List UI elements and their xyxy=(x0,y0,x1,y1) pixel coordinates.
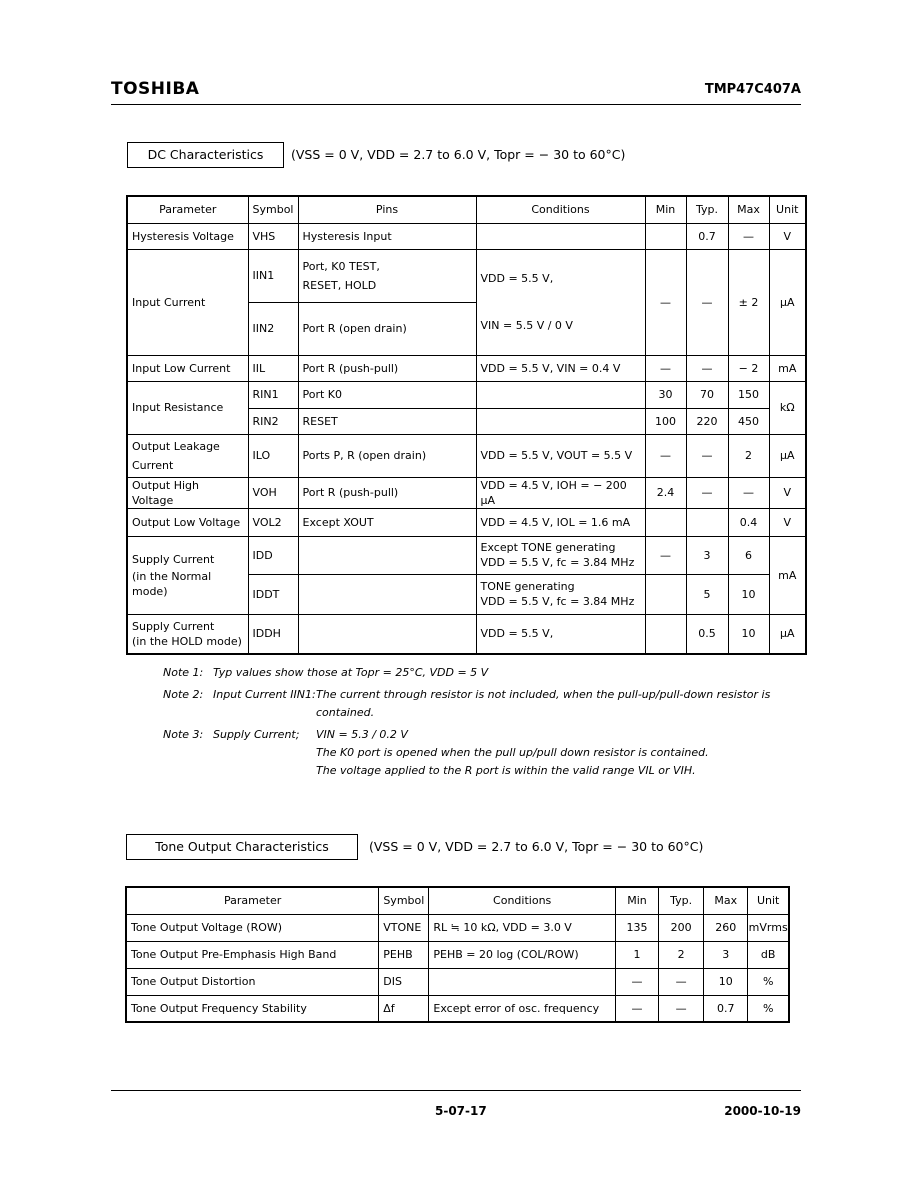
typ-cell: 220 xyxy=(686,408,728,434)
cond-cell xyxy=(476,381,645,408)
max-cell: 150 xyxy=(728,381,769,408)
min-cell: 100 xyxy=(645,408,686,434)
min-cell xyxy=(645,508,686,536)
param-cell xyxy=(127,536,248,614)
note-3-label: Note 3: xyxy=(163,728,204,741)
pins-cell: RESET xyxy=(298,408,476,434)
typ-cell: 5 xyxy=(686,574,728,614)
note-2-label: Note 2: xyxy=(163,688,204,701)
typ-cell: 70 xyxy=(686,381,728,408)
table-row xyxy=(127,434,806,477)
note-2-subject: Input Current IIN1: xyxy=(213,688,316,701)
min-cell xyxy=(645,574,686,614)
param-cell xyxy=(127,434,248,477)
pins-cell xyxy=(298,536,476,574)
max-cell: — xyxy=(728,223,769,249)
max-cell: 10 xyxy=(728,574,769,614)
max-cell: 10 xyxy=(728,614,769,654)
min-cell: 135 xyxy=(615,914,658,941)
max-cell: 2 xyxy=(728,434,769,477)
unit-cell: V xyxy=(769,223,806,249)
col-header: Parameter xyxy=(126,887,379,914)
unit-cell: mVrms xyxy=(748,914,789,941)
cond-cell xyxy=(476,536,645,574)
dc-characteristics-table xyxy=(126,195,807,655)
col-header: Max xyxy=(704,887,748,914)
typ-cell: — xyxy=(686,434,728,477)
unit-cell: kΩ xyxy=(769,381,806,434)
note-1-text: Typ values show those at Topr = 25°C, VDD = 5 V xyxy=(213,666,489,679)
note-3-text: VIN = 5.3 / 0.2 V xyxy=(316,728,408,741)
pins-cell xyxy=(298,249,476,302)
typ-cell xyxy=(686,508,728,536)
max-cell: − 2 xyxy=(728,355,769,381)
dc-section-title: DC Characteristics xyxy=(127,142,284,168)
cond-line: VDD = 5.5 V, fc = 3.84 MHz xyxy=(480,556,635,569)
param-line: Supply Current xyxy=(132,619,215,633)
table-row xyxy=(126,968,789,995)
param-line: Output Leakage xyxy=(132,439,220,453)
pins-cell: Port R (open drain) xyxy=(298,302,476,355)
min-cell xyxy=(645,614,686,654)
unit-cell: % xyxy=(748,968,789,995)
param-cell: Hysteresis Voltage xyxy=(127,223,248,249)
pins-cell: Ports P, R (open drain) xyxy=(298,434,476,477)
cond-cell: RL ≒ 10 kΩ, VDD = 3.0 V xyxy=(429,914,616,941)
param-line: Current xyxy=(132,458,174,472)
pins-cell: Port K0 xyxy=(298,381,476,408)
col-header: Symbol xyxy=(379,887,429,914)
max-cell: ± 2 xyxy=(728,249,769,355)
max-cell: 0.4 xyxy=(728,508,769,536)
note-3-subject: Supply Current; xyxy=(213,728,300,741)
symbol-cell: Δf xyxy=(379,995,429,1022)
page-number: 5-07-17 xyxy=(435,1104,487,1118)
pins-cell: Port R (push-pull) xyxy=(298,355,476,381)
pins-line: RESET, HOLD xyxy=(302,278,377,292)
cond-cell xyxy=(476,249,645,355)
unit-cell: % xyxy=(748,995,789,1022)
symbol-cell: PEHB xyxy=(379,941,429,968)
symbol-cell: DIS xyxy=(379,968,429,995)
symbol-cell: VTONE xyxy=(379,914,429,941)
symbol-cell: ILO xyxy=(248,434,298,477)
col-header: Unit xyxy=(769,196,806,223)
typ-cell: — xyxy=(686,477,728,508)
min-cell: 30 xyxy=(645,381,686,408)
dc-conditions: (VSS = 0 V, VDD = 2.7 to 6.0 V, Topr = − 30 to 60°C) xyxy=(291,147,626,162)
symbol-cell: IDD xyxy=(248,536,298,574)
typ-cell: — xyxy=(659,995,704,1022)
table-row xyxy=(127,381,806,408)
unit-cell: V xyxy=(769,508,806,536)
typ-cell: 3 xyxy=(686,536,728,574)
param-cell: Output Low Voltage xyxy=(127,508,248,536)
param-cell: Output High Voltage xyxy=(127,477,248,508)
pins-cell: Except XOUT xyxy=(298,508,476,536)
typ-cell: — xyxy=(686,355,728,381)
col-header: Min xyxy=(615,887,658,914)
part-number: TMP47C407A xyxy=(704,82,801,97)
symbol-cell: IDDH xyxy=(248,614,298,654)
tone-section-title: Tone Output Characteristics xyxy=(126,834,358,860)
cond-line: TONE generating xyxy=(480,580,575,593)
col-header: Min xyxy=(645,196,686,223)
col-header: Max xyxy=(728,196,769,223)
max-cell: 3 xyxy=(704,941,748,968)
typ-cell: — xyxy=(659,968,704,995)
tone-header-row xyxy=(126,887,789,914)
min-cell: 1 xyxy=(615,941,658,968)
param-line: (in the Normal mode) xyxy=(132,569,212,598)
pins-line: Port, K0 TEST, xyxy=(302,259,380,273)
brand-logo: TOSHIBA xyxy=(111,79,200,99)
param-cell: Tone Output Pre-Emphasis High Band xyxy=(126,941,379,968)
max-cell: 6 xyxy=(728,536,769,574)
unit-cell: μA xyxy=(769,249,806,355)
param-cell: Input Current xyxy=(127,249,248,355)
max-cell: 450 xyxy=(728,408,769,434)
min-cell: — xyxy=(615,968,658,995)
pins-cell: Hysteresis Input xyxy=(298,223,476,249)
min-cell: — xyxy=(645,355,686,381)
symbol-cell: IIN2 xyxy=(248,302,298,355)
col-header: Pins xyxy=(298,196,476,223)
table-row xyxy=(127,508,806,536)
note-3-text-cont: The voltage applied to the R port is within the valid range VIL or VIH. xyxy=(316,764,696,777)
footer-rule xyxy=(111,1090,801,1091)
min-cell: — xyxy=(645,434,686,477)
cond-cell xyxy=(476,408,645,434)
max-cell: — xyxy=(728,477,769,508)
min-cell: 2.4 xyxy=(645,477,686,508)
document-date: 2000-10-19 xyxy=(724,1104,801,1118)
min-cell xyxy=(645,223,686,249)
col-header: Typ. xyxy=(686,196,728,223)
table-row xyxy=(127,536,806,574)
cond-cell: PEHB = 20 log (COL/ROW) xyxy=(429,941,616,968)
min-cell: — xyxy=(645,249,686,355)
typ-cell: — xyxy=(686,249,728,355)
symbol-cell: VOL2 xyxy=(248,508,298,536)
col-header: Symbol xyxy=(248,196,298,223)
typ-cell: 0.7 xyxy=(686,223,728,249)
note-2-text: The current through resistor is not included, when the pull-up/pull-down resistor is xyxy=(316,688,771,701)
tone-conditions: (VSS = 0 V, VDD = 2.7 to 6.0 V, Topr = − 30 to 60°C) xyxy=(369,839,704,854)
symbol-cell: VHS xyxy=(248,223,298,249)
param-cell: Tone Output Frequency Stability xyxy=(126,995,379,1022)
unit-cell: μA xyxy=(769,614,806,654)
note-2-text-cont: contained. xyxy=(316,706,375,719)
header-rule xyxy=(111,104,801,105)
typ-cell: 200 xyxy=(659,914,704,941)
cond-cell xyxy=(429,968,616,995)
param-cell xyxy=(127,614,248,654)
min-cell: — xyxy=(645,536,686,574)
note-3-text-cont: The K0 port is opened when the pull up/pull down resistor is contained. xyxy=(316,746,709,759)
table-row xyxy=(126,914,789,941)
cond-cell: VDD = 5.5 V, xyxy=(476,614,645,654)
typ-cell: 0.5 xyxy=(686,614,728,654)
dc-header-row xyxy=(127,196,806,223)
symbol-cell: IDDT xyxy=(248,574,298,614)
cond-cell: VDD = 4.5 V, IOH = − 200 μA xyxy=(476,477,645,508)
cond-line: VDD = 5.5 V, fc = 3.84 MHz xyxy=(480,595,635,608)
cond-cell: VDD = 5.5 V, VIN = 0.4 V xyxy=(476,355,645,381)
col-header: Typ. xyxy=(659,887,704,914)
col-header: Conditions xyxy=(476,196,645,223)
param-cell: Tone Output Voltage (ROW) xyxy=(126,914,379,941)
cond-cell: Except error of osc. frequency xyxy=(429,995,616,1022)
unit-cell: μA xyxy=(769,434,806,477)
cond-cell: VDD = 5.5 V, VOUT = 5.5 V xyxy=(476,434,645,477)
param-cell: Input Low Current xyxy=(127,355,248,381)
cond-cell xyxy=(476,223,645,249)
unit-cell: dB xyxy=(748,941,789,968)
max-cell: 0.7 xyxy=(704,995,748,1022)
pins-cell xyxy=(298,574,476,614)
symbol-cell: IIN1 xyxy=(248,249,298,302)
table-row xyxy=(127,477,806,508)
cond-cell xyxy=(476,574,645,614)
min-cell: — xyxy=(615,995,658,1022)
param-cell: Input Resistance xyxy=(127,381,248,434)
typ-cell: 2 xyxy=(659,941,704,968)
table-row xyxy=(126,941,789,968)
cond-line: VIN = 5.5 V / 0 V xyxy=(480,319,573,332)
param-line: (in the HOLD mode) xyxy=(132,634,242,648)
max-cell: 260 xyxy=(704,914,748,941)
note-1-label: Note 1: xyxy=(163,666,204,679)
pins-cell: Port R (push-pull) xyxy=(298,477,476,508)
symbol-cell: RIN2 xyxy=(248,408,298,434)
max-cell: 10 xyxy=(704,968,748,995)
table-row xyxy=(127,614,806,654)
col-header: Conditions xyxy=(429,887,616,914)
symbol-cell: VOH xyxy=(248,477,298,508)
cond-line: VDD = 5.5 V, xyxy=(480,272,554,285)
symbol-cell: IIL xyxy=(248,355,298,381)
cond-line: Except TONE generating xyxy=(480,541,616,554)
table-row xyxy=(127,355,806,381)
tone-characteristics-table xyxy=(125,886,790,1023)
unit-cell: V xyxy=(769,477,806,508)
table-row xyxy=(127,223,806,249)
param-line: Supply Current xyxy=(132,552,215,566)
symbol-cell: RIN1 xyxy=(248,381,298,408)
param-cell: Tone Output Distortion xyxy=(126,968,379,995)
table-row xyxy=(127,249,806,302)
unit-cell: mA xyxy=(769,355,806,381)
table-row xyxy=(126,995,789,1022)
col-header: Unit xyxy=(748,887,789,914)
col-header: Parameter xyxy=(127,196,248,223)
cond-cell: VDD = 4.5 V, IOL = 1.6 mA xyxy=(476,508,645,536)
pins-cell xyxy=(298,614,476,654)
unit-cell: mA xyxy=(769,536,806,614)
